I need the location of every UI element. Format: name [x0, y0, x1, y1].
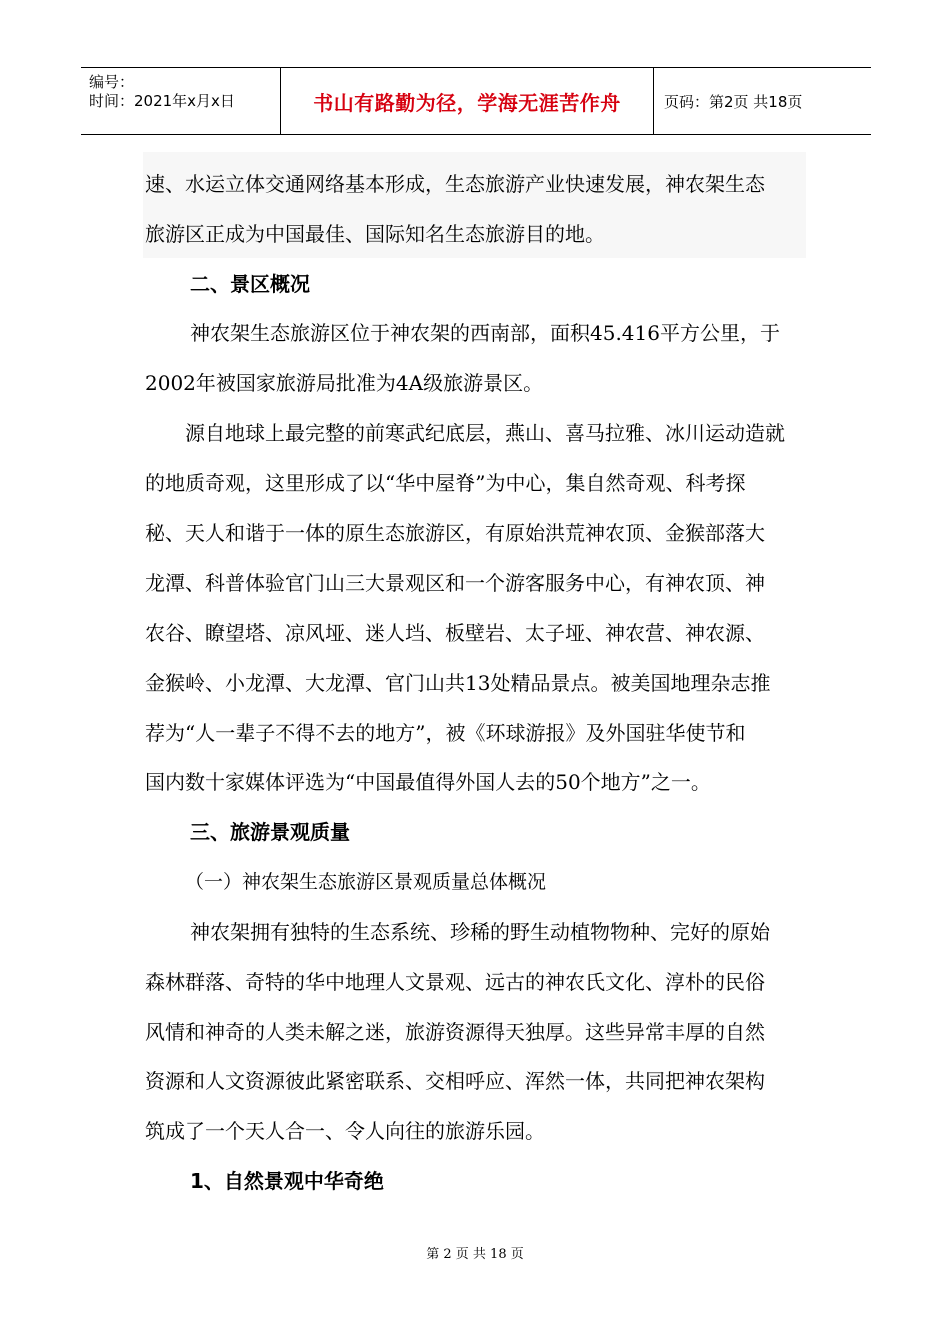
body-line: 农谷、瞭望塔、凉风垭、迷人垱、板壁岩、太子垭、神农营、神农源、 — [145, 621, 765, 645]
body-line: 筑成了一个天人合一、令人向往的旅游乐园。 — [145, 1119, 545, 1143]
body-line: 旅游区正成为中国最佳、国际知名生态旅游目的地。 — [145, 222, 605, 246]
body-line: 2002年被国家旅游局批准为4A级旅游景区。 — [145, 371, 544, 395]
body-line: 的地质奇观，这里形成了以“华中屋脊”为中心，集自然奇观、科考探 — [145, 471, 746, 495]
serial-label: 编号： — [89, 73, 135, 91]
body-line: 国内数十家媒体评选为“中国最值得外国人去的50个地方”之一。 — [145, 770, 711, 794]
body-line: 风情和神奇的人类未解之迷，旅游资源得天独厚。这些异常丰厚的自然 — [145, 1020, 765, 1044]
subsection-heading: （一）神农架生态旅游区景观质量总体概况 — [185, 871, 547, 893]
page-header — [81, 67, 871, 135]
section-heading: 三、旅游景观质量 — [190, 820, 350, 844]
body-line: 龙潭、科普体验官门山三大景观区和一个游客服务中心，有神农顶、神 — [145, 571, 765, 595]
body-line: 源自地球上最完整的前寒武纪底层，燕山、喜马拉雅、冰川运动造就 — [185, 421, 785, 445]
body-line: 神农架拥有独特的生态系统、珍稀的野生动植物物种、完好的原始 — [190, 920, 770, 944]
body-line: 森林群落、奇特的华中地理人文景观、远古的神农氏文化、淳朴的民俗 — [145, 970, 765, 994]
time-label: 时间：2021年x月x日 — [89, 92, 235, 110]
body-line: 荐为“人一辈子不得不去的地方”，被《环球游报》及外国驻华使节和 — [145, 721, 746, 745]
body-line: 金猴岭、小龙潭、大龙潭、官门山共13处精品景点。被美国地理杂志推 — [145, 671, 771, 695]
header-meta — [81, 68, 281, 134]
body-line: 资源和人文资源彼此紧密联系、交相呼应、浑然一体，共同把神农架构 — [145, 1069, 765, 1093]
section-heading: 二、景区概况 — [190, 272, 310, 296]
body-line: 速、水运立体交通网络基本形成，生态旅游产业快速发展，神农架生态 — [145, 172, 765, 196]
body-line: 秘、天人和谐于一体的原生态旅游区，有原始洪荒神农顶、金猴部落大 — [145, 521, 765, 545]
header-page-info: 页码：第2页 共18页 — [664, 92, 803, 111]
page-footer: 第 2 页 共 18 页 — [426, 1247, 524, 1262]
header-motto: 书山有路勤为径，学海无涯苦作舟 — [281, 68, 654, 134]
body-line: 神农架生态旅游区位于神农架的西南部，面积45.416平方公里，于 — [190, 321, 780, 345]
subsection-heading: 1、自然景观中华奇绝 — [190, 1169, 384, 1193]
